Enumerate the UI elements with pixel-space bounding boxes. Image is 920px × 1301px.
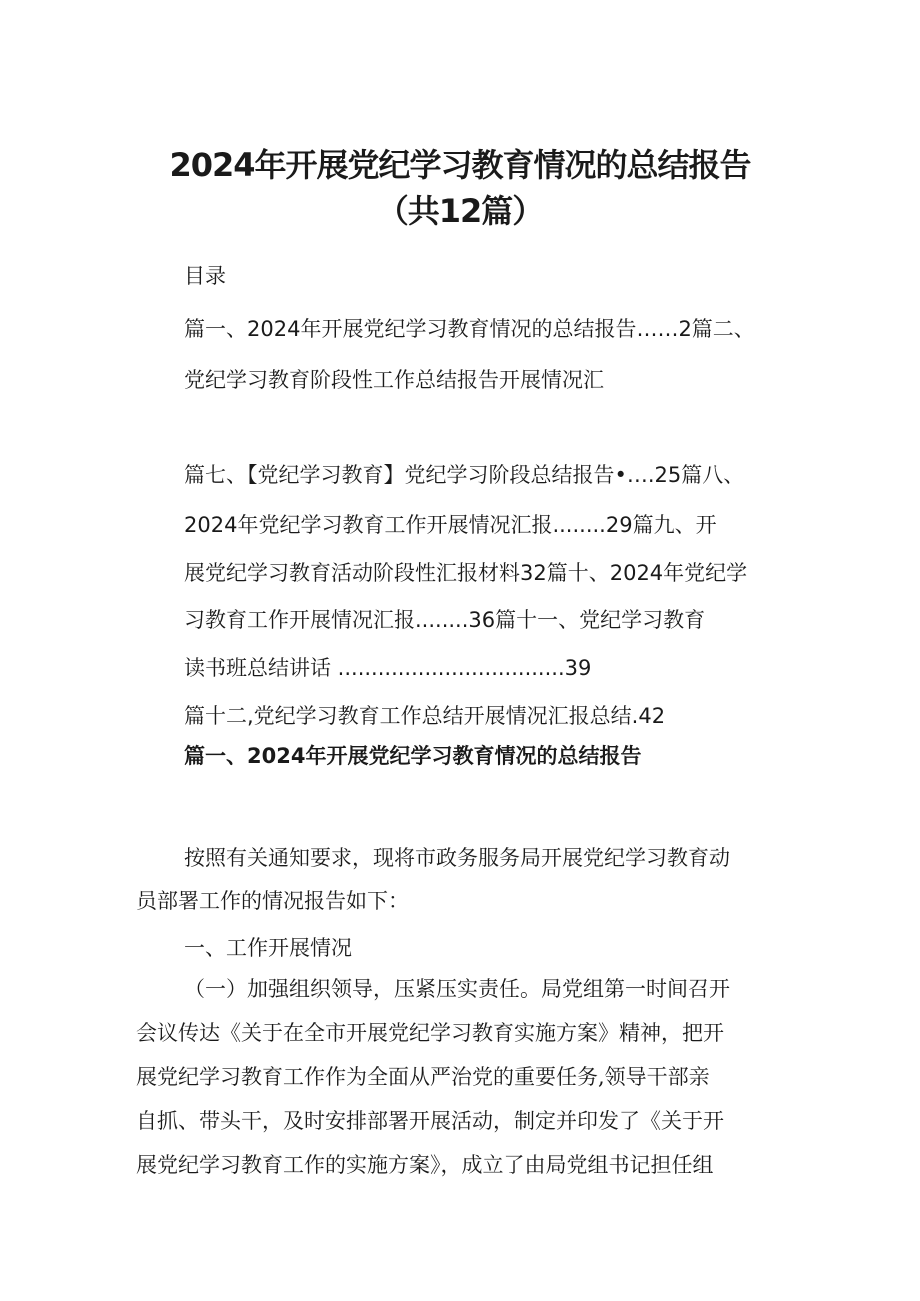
body-paragraph-line: 自抓、带头干，及时安排部署开展活动，制定并印发了《关于开 [136,1109,724,1133]
toc-line: 篇七、【党纪学习教育】党纪学习阶段总结报告•….25篇八、 [184,463,745,487]
toc-line: 展党纪学习教育活动阶段性汇报材料32篇十、2024年党纪学 [184,561,748,585]
toc-line: 2024年党纪学习教育工作开展情况汇报........29篇九、开 [184,513,717,537]
toc-line: 篇一、2024年开展党纪学习教育情况的总结报告……2篇二、 [184,317,755,341]
subheading: 一、工作开展情况 [184,936,352,960]
document-title: 2024年开展党纪学习教育情况的总结报告 [169,146,751,184]
body-paragraph-line: （一）加强组织领导，压紧压实责任。局党组第一时间召开 [184,977,730,1001]
toc-line: 篇十二,党纪学习教育工作总结开展情况汇报总结.42 [184,704,666,728]
toc-line: 读书班总结讲话 ..................................39 [184,656,592,680]
body-paragraph-line: 展党纪学习教育工作的实施方案》，成立了由局党组书记担任组 [136,1153,714,1177]
intro-paragraph-line: 按照有关通知要求，现将市政务服务局开展党纪学习教育动 [184,846,730,870]
body-paragraph-line: 展党纪学习教育工作作为全面从严治党的重要任务,领导干部亲 [136,1065,710,1089]
document-title-count: （共12篇） [376,192,544,230]
toc-label: 目录 [184,264,226,288]
body-paragraph-line: 会议传达《关于在全市开展党纪学习教育实施方案》精神，把开 [136,1021,724,1045]
intro-paragraph-line: 员部署工作的情况报告如下： [136,889,409,913]
section-heading: 篇一、2024年开展党纪学习教育情况的总结报告 [184,744,642,768]
toc-line: 党纪学习教育阶段性工作总结报告开展情况汇 [184,368,604,392]
toc-line: 习教育工作开展情况汇报........36篇十一、党纪学习教育 [184,608,706,632]
